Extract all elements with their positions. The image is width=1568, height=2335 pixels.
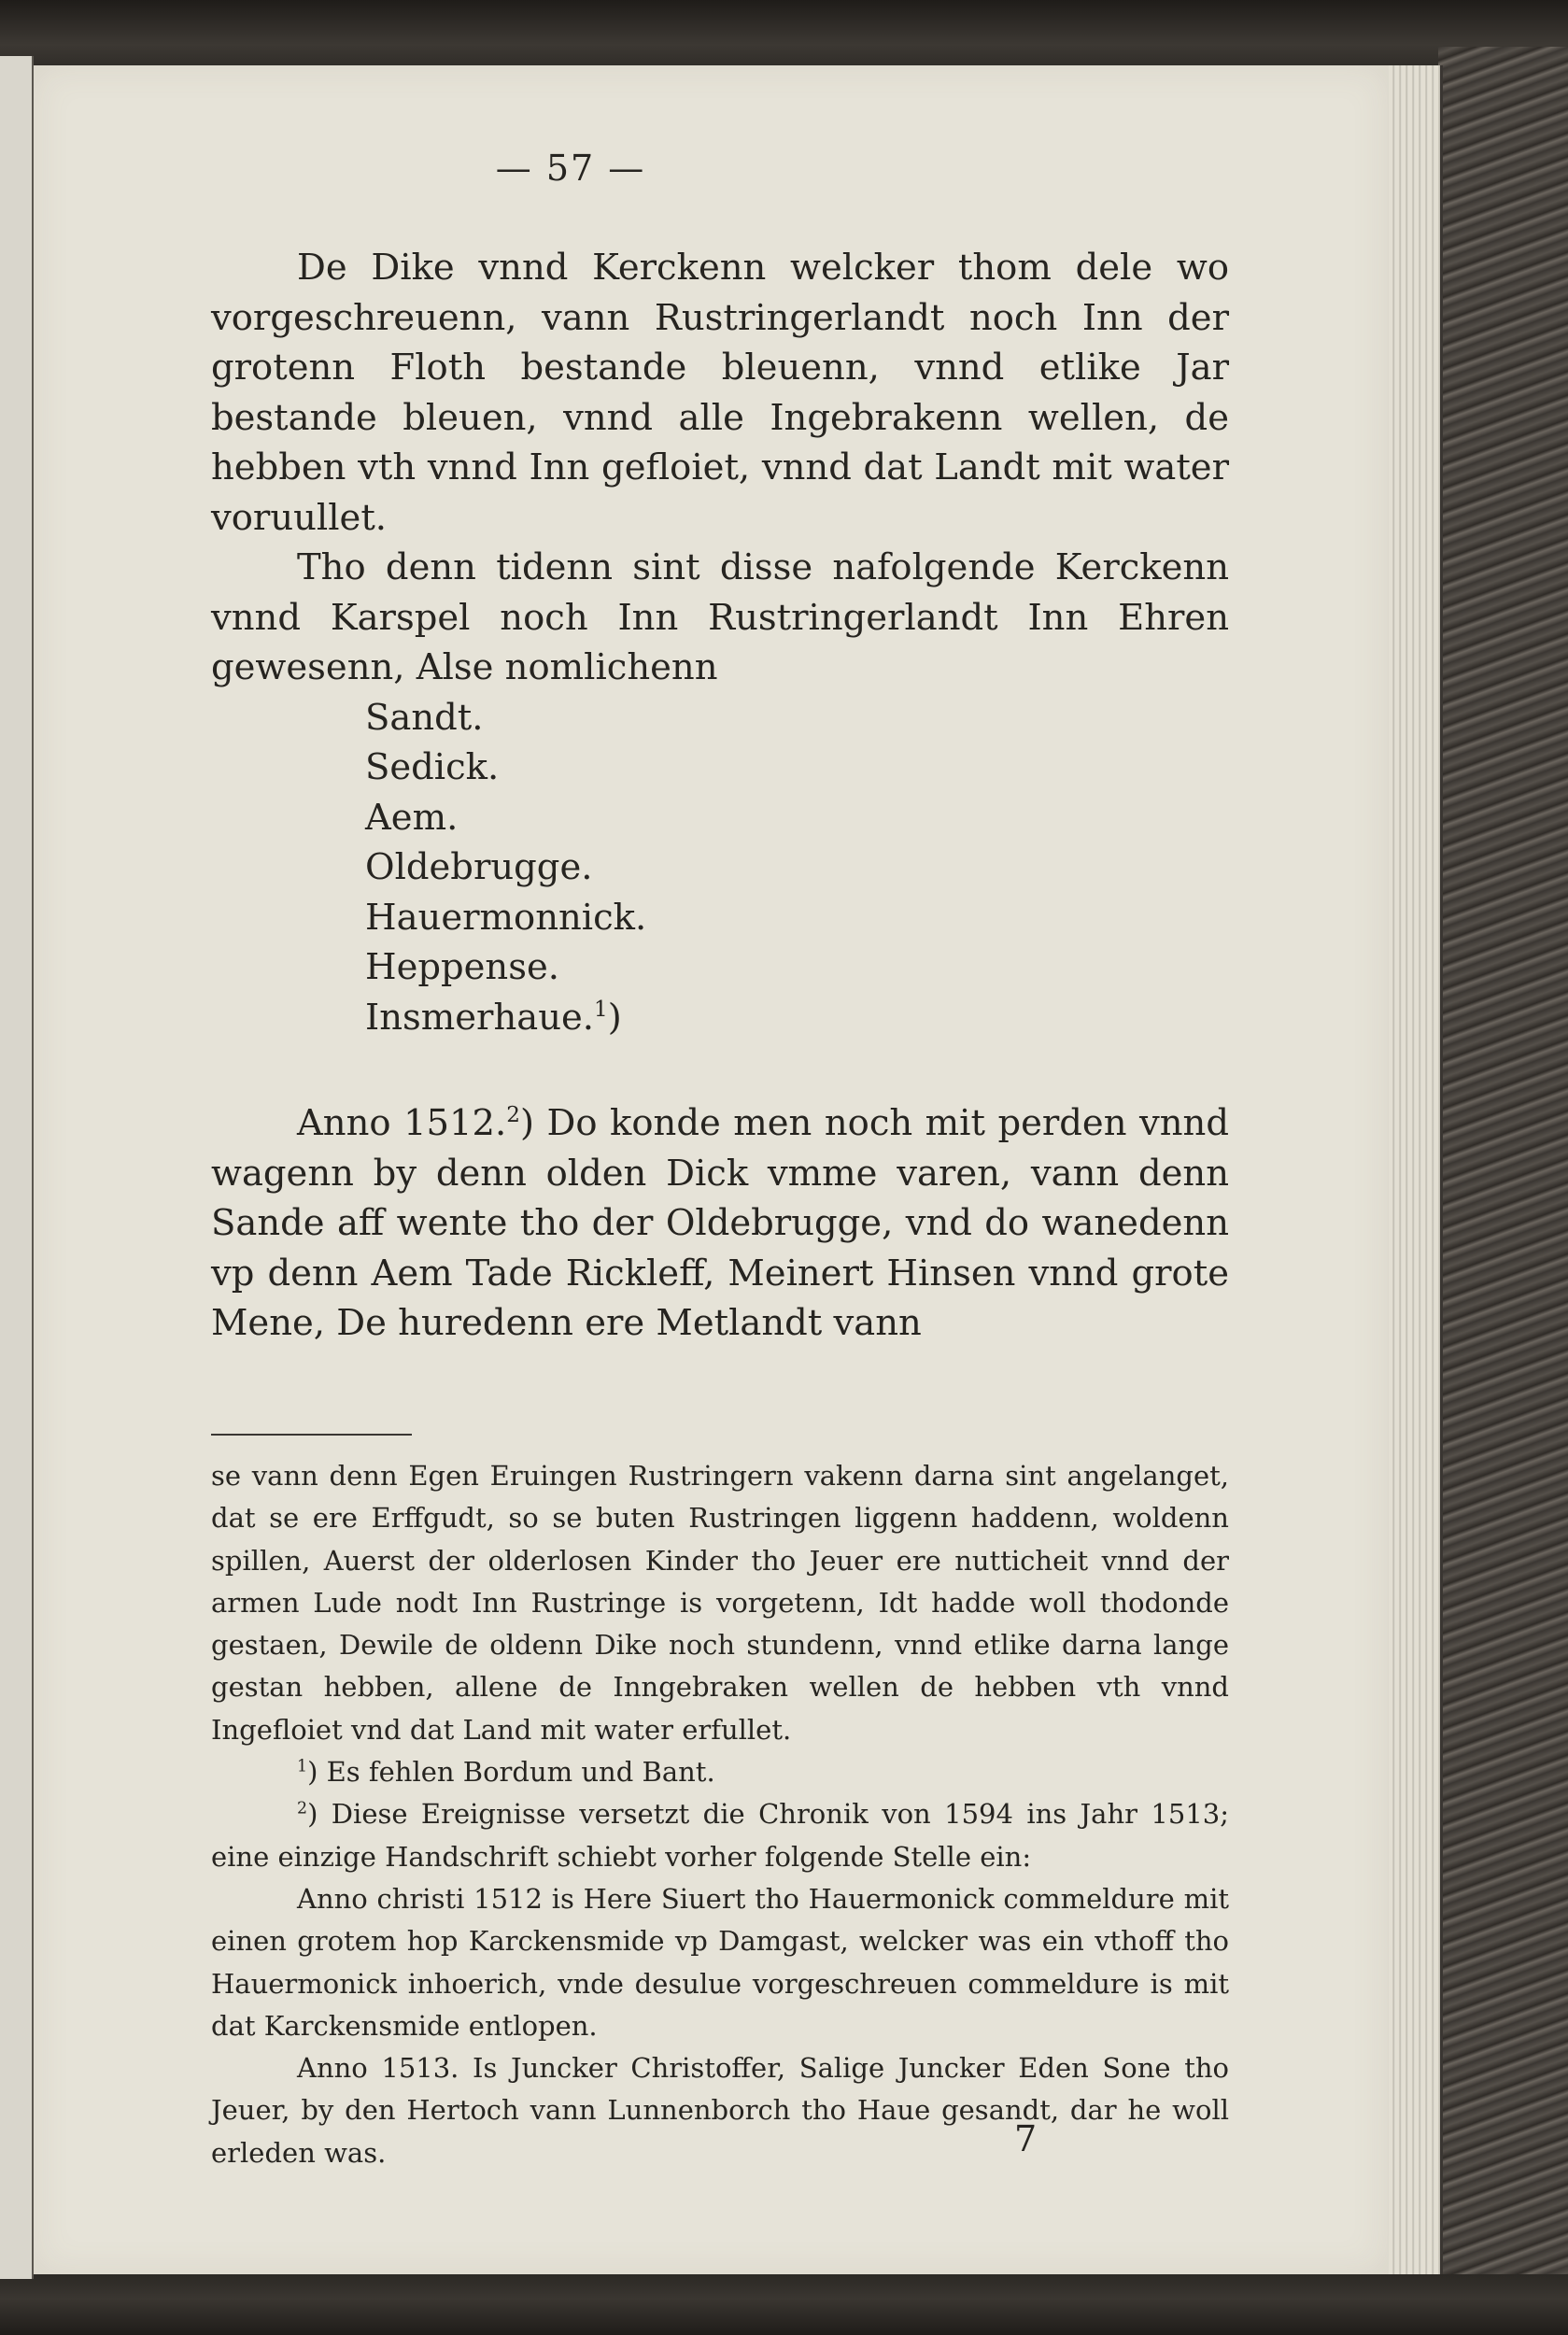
footnote-continuation: se vann denn Egen Eruingen Rustringern vakenn darna sint angelanget, dat se ere Erffgudt, so se buten Rustringen liggenn haddenn, woldenn spillen, Auerst der olderlosen Kinder tho Jeuer ere nutticheit vnnd der armen Lude nodt Inn Rustringe is vorgetenn, Idt hadde woll thodonde gestaen, Dewile de oldenn Dike noch stundenn, vnnd etlike darna lange gestan hebben, allene de Inngebraken wellen de hebben vth vnnd Ingefloiet vnd dat Land mit water erfullet. (211, 1460, 1229, 1746)
church-item-oldebrugge: Oldebrugge. (365, 846, 593, 888)
footnote-2 (211, 1793, 1229, 1878)
book-binding-top (0, 0, 1568, 75)
church-item-sedick: Sedick. (365, 746, 500, 788)
page-stack-edge (1382, 65, 1443, 2274)
book-page (34, 65, 1388, 2274)
footnote-text-2: ) Diese Ereignisse versetzt die Chronik von 1594 ins Jahr 1513; eine einzige Handschrift schiebt vorher folgende Stelle ein: (211, 1798, 1229, 1873)
year-heading: Anno 1512. (297, 1102, 507, 1144)
main-text (211, 243, 1229, 1349)
church-name: Insmerhaue. (365, 996, 595, 1039)
church-item-aem: Aem. (365, 796, 459, 839)
facing-page-edge (0, 56, 34, 2279)
section-gap (211, 1042, 1229, 1098)
paragraph-dikes: De Dike vnnd Kerckenn welcker thom dele wo vorgeschreuenn, vann Rustringerlandt noch Inn der grotenn Floth bestande bleuenn, vnnd etlike Jar bestande bleuen, vnnd alle Ingebrakenn wellen, de hebben vth vnnd Inn gefloiet, vnnd dat Landt mit water voruullet. (211, 247, 1229, 539)
book-binding-right (1438, 47, 1568, 2288)
church-item-hauermonnick: Hauermonnick. (365, 896, 647, 939)
book-binding-bottom (0, 2274, 1568, 2335)
church-item-sandt: Sandt. (365, 696, 484, 739)
footnote-1 (211, 1751, 1229, 1793)
footnotes (211, 1455, 1229, 2174)
footnote-ref-2: 2 (506, 1103, 520, 1128)
footnote-quote-1512: Anno christi 1512 is Here Siuert tho Hauermonick commeldure mit einen grotem hop Karckensmide vp Damgast, welcker was ein vthoff tho Hauermonick inhoerich, vnde desulue vorgeschreuen commeldure is mit dat Karckensmide entlopen. (211, 1882, 1229, 2042)
footnote-divider (211, 1434, 412, 1436)
paragraph-body: Do konde men noch mit perden vnnd wagenn by denn olden Dick vmme varen, vann denn Sande aff wente tho der Oldebrugge, vnd do wanedenn vp denn Aem Tade Rickleff, Meinert Hinsen vnnd grote Mene, De huredenn ere Metlandt vann (211, 1102, 1229, 1344)
paragraph-churches: Tho denn tidenn sint disse nafolgende Kerckenn vnnd Karspel noch Inn Rustringerlandt Inn Ehren gewesenn, Alse nomlichenn (211, 546, 1229, 688)
church-list (365, 693, 1229, 1043)
footnote-ref-1: 1 (594, 997, 608, 1022)
church-item-heppense: Heppense. (365, 946, 560, 988)
footnote-marker-2: 2 (297, 1799, 308, 1818)
church-item-insmerhaue: Insmerhaue.$^1$) (365, 996, 622, 1039)
paragraph-anno-1512: Anno 1512.$^2$) Do konde men noch mit perden vnnd wagenn by denn olden Dick vmme varen, vann denn Sande aff wente tho der Oldebrugge, vnd do wanedenn vp denn Aem Tade Rickleff, Meinert Hinsen vnnd grote Mene, De huredenn ere Metlandt vann (211, 1102, 1229, 1344)
footnote-quote-1513: Anno 1513. Is Juncker Christoffer, Salige Juncker Eden Sone tho Jeuer, by den Hertoch vann Lunnenborch tho Haue gesandt, dar he woll erleden was. (211, 2052, 1229, 2169)
signature-mark: 7 (1014, 2118, 1038, 2159)
footnote-marker-1: 1 (297, 1757, 308, 1776)
footnote-text-1: ) Es fehlen Bordum und Bant. (307, 1756, 715, 1789)
page-number: — 57 — (495, 148, 646, 189)
